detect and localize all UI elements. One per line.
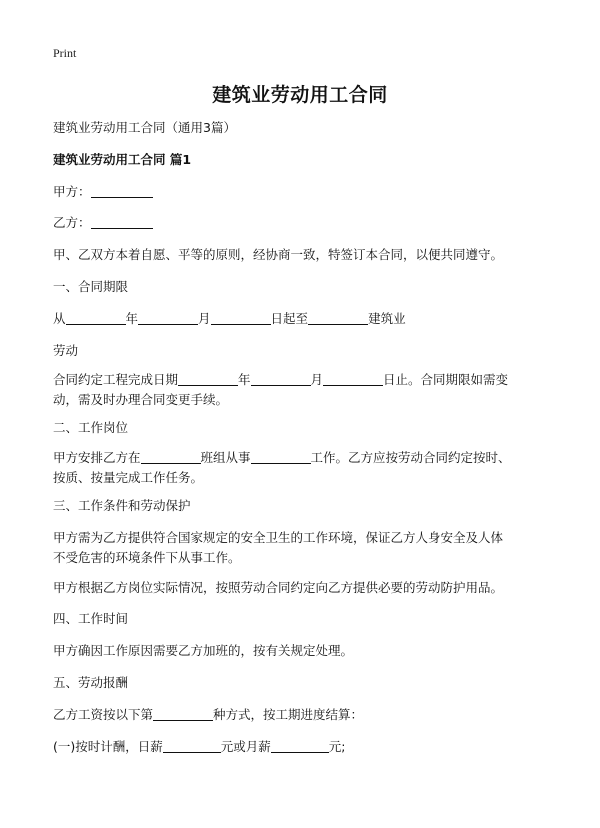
overtime-paragraph: 甲方确因工作原因需要乙方加班的，按有关规定处理。 — [53, 643, 354, 658]
cond1-text-b: 不受危害的环境条件下从事工作。 — [53, 550, 241, 565]
pay-item1-text-c: 元; — [328, 739, 346, 754]
heading-work-conditions: 三、工作条件和劳动保护 — [53, 498, 191, 513]
section-heading: 建筑业劳动用工合同 篇1 — [53, 152, 192, 167]
pay-text-a: 乙方工资按以下第 — [53, 707, 154, 722]
completion-text-c: 动，需及时办理合同变更手续。 — [53, 392, 229, 407]
post-blank-2 — [251, 449, 311, 464]
term-year: 年 — [125, 311, 139, 326]
term-blank-4 — [308, 310, 368, 325]
pay-item-1 — [53, 737, 346, 757]
document-title: 建筑业劳动用工合同 — [212, 84, 388, 106]
pay-item1-blank-2 — [271, 738, 329, 753]
pay-line — [53, 705, 363, 725]
party-a-label: 甲方： — [53, 184, 91, 199]
party-b-blank — [91, 214, 153, 229]
heading-contract-term: 一、合同期限 — [53, 279, 129, 294]
completion-month: 月 — [310, 372, 324, 387]
post-text-b: 班组从事 — [200, 450, 251, 465]
party-a-blank — [91, 183, 153, 198]
term-blank-2 — [138, 310, 198, 325]
completion-blank-1 — [178, 371, 238, 386]
party-a-line — [53, 182, 153, 202]
pay-item1-blank-1 — [163, 738, 221, 753]
post-text-d: 按质、按量完成工作任务。 — [53, 470, 204, 485]
labor-line: 劳动 — [53, 343, 79, 358]
post-paragraph — [53, 448, 548, 488]
heading-work-post: 二、工作岗位 — [53, 420, 129, 435]
post-text-a: 甲方安排乙方在 — [53, 450, 141, 465]
post-text-c: 工作。乙方应按劳动合同约定按时、 — [310, 450, 511, 465]
conditions-paragraph-1 — [53, 528, 548, 568]
term-blank-3 — [211, 310, 271, 325]
party-b-line — [53, 213, 153, 233]
completion-text-a: 合同约定工程完成日期 — [53, 372, 179, 387]
pay-item1-text-a: (一)按时计酬，日薪 — [53, 739, 163, 754]
pay-text-b: 种方式，按工期进度结算： — [213, 707, 364, 722]
completion-blank-2 — [251, 371, 311, 386]
heading-remuneration: 五、劳动报酬 — [53, 675, 129, 690]
term-blank-1 — [66, 310, 126, 325]
term-month: 月 — [198, 311, 211, 326]
completion-text-b: 日止。合同期限如需变 — [383, 372, 509, 387]
party-b-label: 乙方： — [53, 215, 91, 230]
term-industry: 建筑业 — [368, 311, 406, 326]
completion-blank-3 — [323, 371, 383, 386]
intro-paragraph: 甲、乙双方本着自愿、平等的原则，经协商一致，特签订本合同，以便共同遵守。 — [53, 247, 504, 262]
pay-item1-text-b: 元或月薪 — [220, 739, 271, 754]
post-blank-1 — [141, 449, 201, 464]
cond1-text-a: 甲方需为乙方提供符合国家规定的安全卫生的工作环境，保证乙方人身安全及人体 — [53, 530, 504, 545]
subtitle: 建筑业劳动用工合同（通用3篇） — [53, 120, 236, 135]
term-day-from: 日起至 — [270, 311, 309, 326]
pay-blank — [153, 706, 213, 721]
completion-paragraph — [53, 370, 548, 410]
term-from: 从 — [53, 311, 66, 326]
term-line — [53, 309, 406, 329]
heading-work-time: 四、工作时间 — [53, 611, 129, 626]
conditions-paragraph-2: 甲方根据乙方岗位实际情况，按照劳动合同约定向乙方提供必要的劳动防护用品。 — [53, 580, 504, 595]
completion-year: 年 — [238, 372, 251, 387]
print-link[interactable]: Print — [53, 46, 77, 60]
